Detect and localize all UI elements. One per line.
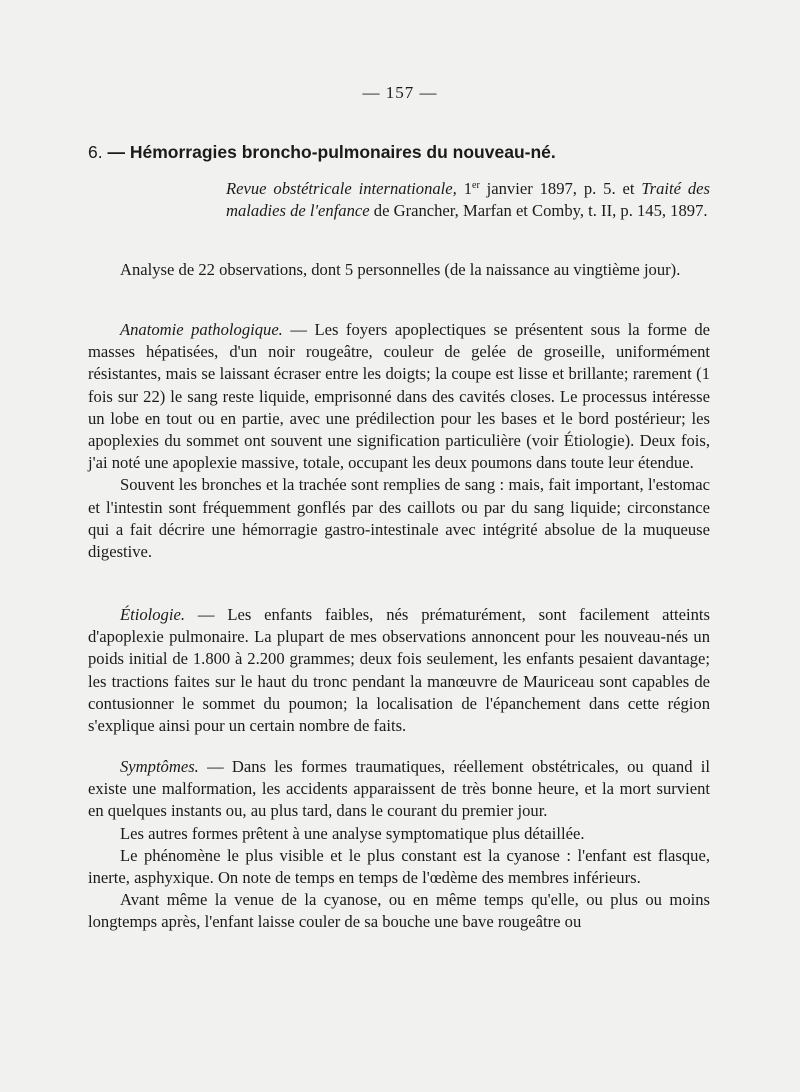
etiologie-text: — Les enfants faibles, nés prématurément, sont facilement atteints d'apoplexie pulmonaire. La plupart de mes observations annoncent pour les nouveau-nés un poids initial de 1.800 à 2.200 grammes; deux fois seulement, les enfants pesaient davantage; les tractions faites sur le haut du tronc pendant la manœuvre de Mauriceau sont capables de contusionner le sommet du poumon; la localisation de l'épanchement dans cette région s'explique ainsi pour un certain nombre de faits. bbox=[88, 605, 710, 736]
reference-date-day: 1 bbox=[456, 179, 472, 198]
bibliographic-reference bbox=[226, 178, 710, 222]
symptomes-paragraph-2: Les autres formes prêtent à une analyse symptomatique plus détaillée. bbox=[120, 823, 585, 843]
heading-number: 6. bbox=[88, 142, 103, 162]
journal-title: Revue obstétricale internationale, bbox=[226, 179, 457, 198]
reference-date-rest: janvier 1897, p. 5. et bbox=[479, 179, 642, 198]
symptomes-section bbox=[88, 756, 710, 934]
symptomes-text-1: — Dans les formes traumatiques, réellement obstétricales, ou quand il existe une malformation, les accidents apparaissent de très bonne heure, et la mort survient en quelques instants ou, au plus tard, dans le courant du premier jour. bbox=[88, 757, 710, 821]
intro-paragraph: Analyse de 22 observations, dont 5 personnelles (de la naissance au vingtième jour). bbox=[120, 260, 681, 279]
book-title: Traité des maladies de l'enfance bbox=[226, 179, 710, 221]
etiologie-section bbox=[88, 604, 710, 737]
heading-title: — Hémorragies broncho-pulmonaires du nouveau-né. bbox=[107, 142, 556, 162]
anatomie-paragraph-2: Souvent les bronches et la trachée sont remplies de sang : mais, fait important, l'estomac et l'intestin sont fréquemment gonflés par des caillots ou par du sang liquide; circonstance qui a fait décrire une hémorragie gastro-intestinale avec intégrité absolue de la muqueuse digestive. bbox=[88, 475, 710, 562]
symptomes-paragraph-4: Avant même la venue de la cyanose, ou en même temps qu'elle, ou plus ou moins longtemps après, l'enfant laisse couler de sa bouche une bave rougeâtre ou bbox=[88, 890, 710, 932]
anatomie-lead: Anatomie pathologique. bbox=[120, 320, 283, 339]
etiologie-lead: Étiologie. bbox=[120, 605, 185, 624]
section-heading bbox=[88, 142, 728, 163]
reference-rest: de Grancher, Marfan et Comby, t. II, p. 145, 1897. bbox=[369, 201, 708, 221]
etiologie-paragraph bbox=[88, 604, 710, 737]
symptomes-paragraph-3: Le phénomène le plus visible et le plus constant est la cyanose : l'enfant est flasque, inerte, asphyxique. On note de temps en temps de l'œdème des membres inférieurs. bbox=[88, 845, 710, 888]
intro-section bbox=[88, 259, 710, 281]
symptomes-lead: Symptômes. bbox=[120, 757, 199, 776]
anatomie-section bbox=[88, 319, 710, 563]
symptomes-paragraph-1 bbox=[88, 756, 710, 823]
anatomie-text-1: — Les foyers apoplectiques se présentent sous la forme de masses hépatisées, d'un noir rougeâtre, couleur de gelée de groseille, uniformément résistantes, mais se laissant écraser entre les doigts; la coupe est lisse et brillante; rarement (1 fois sur 22) le sang reste liquide, emprisonné dans des cavités closes. Le processus intéresse un lobe en tout ou en partie, avec une prédilection pour les bases et le bord postérieur; les apoplexies du sommet ont souvent une signification particulière (voir Étiologie). Deux fois, j'ai noté une apoplexie massive, totale, occupant les deux poumons dans toute leur étendue. bbox=[88, 320, 710, 473]
reference-date-sup: er bbox=[472, 180, 480, 191]
page-number: — 157 — bbox=[362, 83, 438, 102]
anatomie-paragraph-1 bbox=[88, 319, 710, 474]
